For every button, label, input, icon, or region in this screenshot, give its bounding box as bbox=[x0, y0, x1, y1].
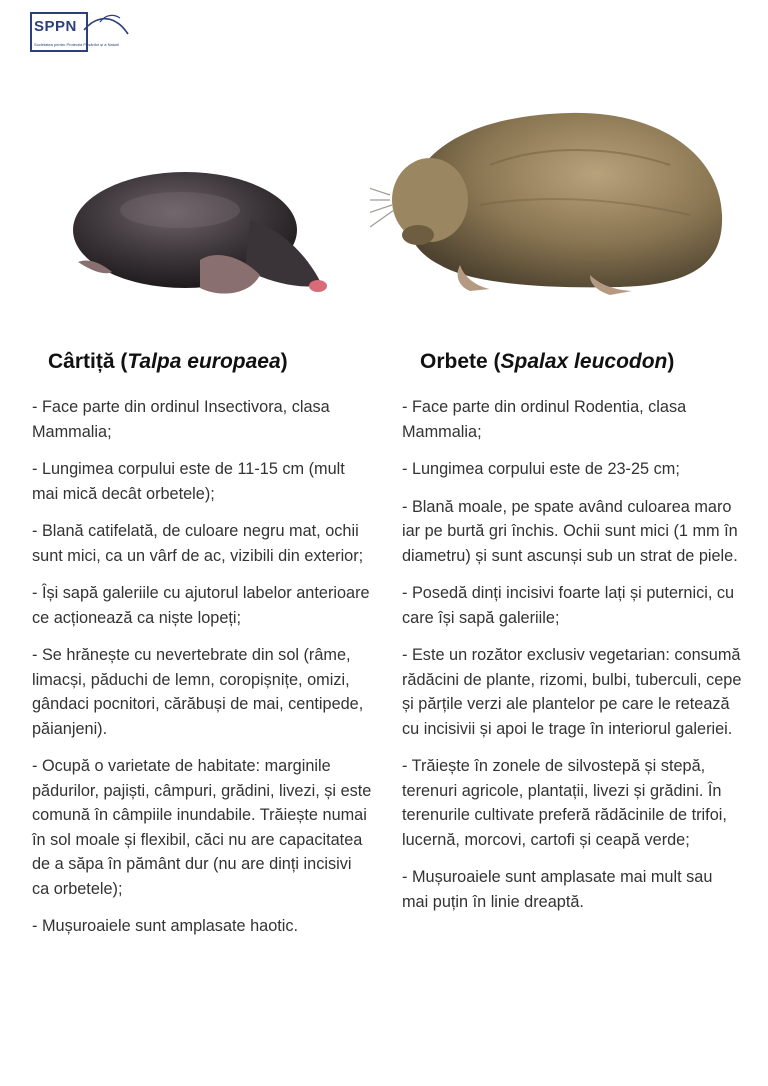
mole-paragraph: - Se hrănește cu nevertebrate din sol (râme, limacși, păduchi de lemn, coropișnițe, omizi, gândaci pocnitori, cărăbuși de mai, centipede, păianjeni). bbox=[32, 646, 364, 738]
blind-mole-rat-title-close: ) bbox=[667, 350, 675, 373]
blind-mole-rat-common-name: Orbete ( bbox=[420, 350, 501, 373]
mole-paragraph: - Lungimea corpului este de 11-15 cm (mult mai mică decât orbetele); bbox=[32, 460, 345, 503]
blind-mole-rat-image bbox=[370, 105, 730, 305]
mole-column bbox=[32, 350, 372, 952]
bird-icon bbox=[80, 12, 130, 42]
mole-title bbox=[32, 350, 372, 374]
mole-paragraph: - Ocupă o varietate de habitate: marginile pădurilor, pajiști, câmpuri, grădini, livezi, și este comună în câmpiile inundabile. Trăiește numai în sol moale și flexibil, căci nu are capacitatea de a săpa în pământ dur (nu are dinți incisivi ca orbetele); bbox=[32, 757, 372, 898]
mole-paragraph: - Mușuroaiele sunt amplasate haotic. bbox=[32, 917, 299, 935]
mole-latin-name: Talpa europaea bbox=[127, 350, 281, 373]
sppn-logo bbox=[30, 12, 130, 56]
logo-subtitle: Societatea pentru Protecția Păsărilor și a Naturii bbox=[34, 42, 120, 47]
mole-paragraph: - Își sapă galeriile cu ajutorul labelor anterioare ce acționează ca niște lopeți; bbox=[32, 584, 370, 627]
blind-mole-rat-column bbox=[402, 350, 742, 927]
mole-paragraph: - Face parte din ordinul Insectivora, clasa Mammalia; bbox=[32, 398, 330, 441]
blind-mole-rat-paragraph: - Trăiește în zonele de silvostepă și stepă, terenuri agricole, plantații, livezi și grădini. În terenurile cultivate preferă rădăcinile de trifoi, lucernă, morcovi, cartofi și ceapă verde; bbox=[402, 757, 727, 849]
blind-mole-rat-paragraph: - Face parte din ordinul Rodentia, clasa Mammalia; bbox=[402, 398, 687, 441]
blind-mole-rat-title bbox=[402, 350, 742, 374]
blind-mole-rat-latin-name: Spalax leucodon bbox=[500, 350, 668, 373]
mole-paragraph: - Blană catifelată, de culoare negru mat, ochii sunt mici, ca un vârf de ac, vizibili din exterior; bbox=[32, 522, 364, 565]
blind-mole-rat-paragraph: - Mușuroaiele sunt amplasate mai mult sau mai puțin în linie dreaptă. bbox=[402, 868, 713, 911]
blind-mole-rat-paragraph: - Lungimea corpului este de 23-25 cm; bbox=[402, 460, 680, 478]
mole-title-close: ) bbox=[280, 350, 288, 373]
logo-text: SPPN bbox=[34, 18, 77, 35]
mole-common-name: Cârtiță ( bbox=[48, 350, 128, 373]
mole-image bbox=[60, 150, 330, 310]
blind-mole-rat-paragraph: - Posedă dinți incisivi foarte lați și puternici, cu care își sapă galeriile; bbox=[402, 584, 735, 627]
blind-mole-rat-paragraph: - Blană moale, pe spate având culoarea maro iar pe burtă gri închis. Ochii sunt mici (1 mm în diametru) și sunt ascunși sub un strat de piele. bbox=[402, 497, 738, 565]
blind-mole-rat-paragraph: - Este un rozător exclusiv vegetarian: consumă rădăcini de plante, rizomi, bulbi, tuberculi, cepe și părțile verzi ale plantelor pe care le retează cu incisivii și apoi le trage în interiorul galeriei. bbox=[402, 646, 742, 738]
